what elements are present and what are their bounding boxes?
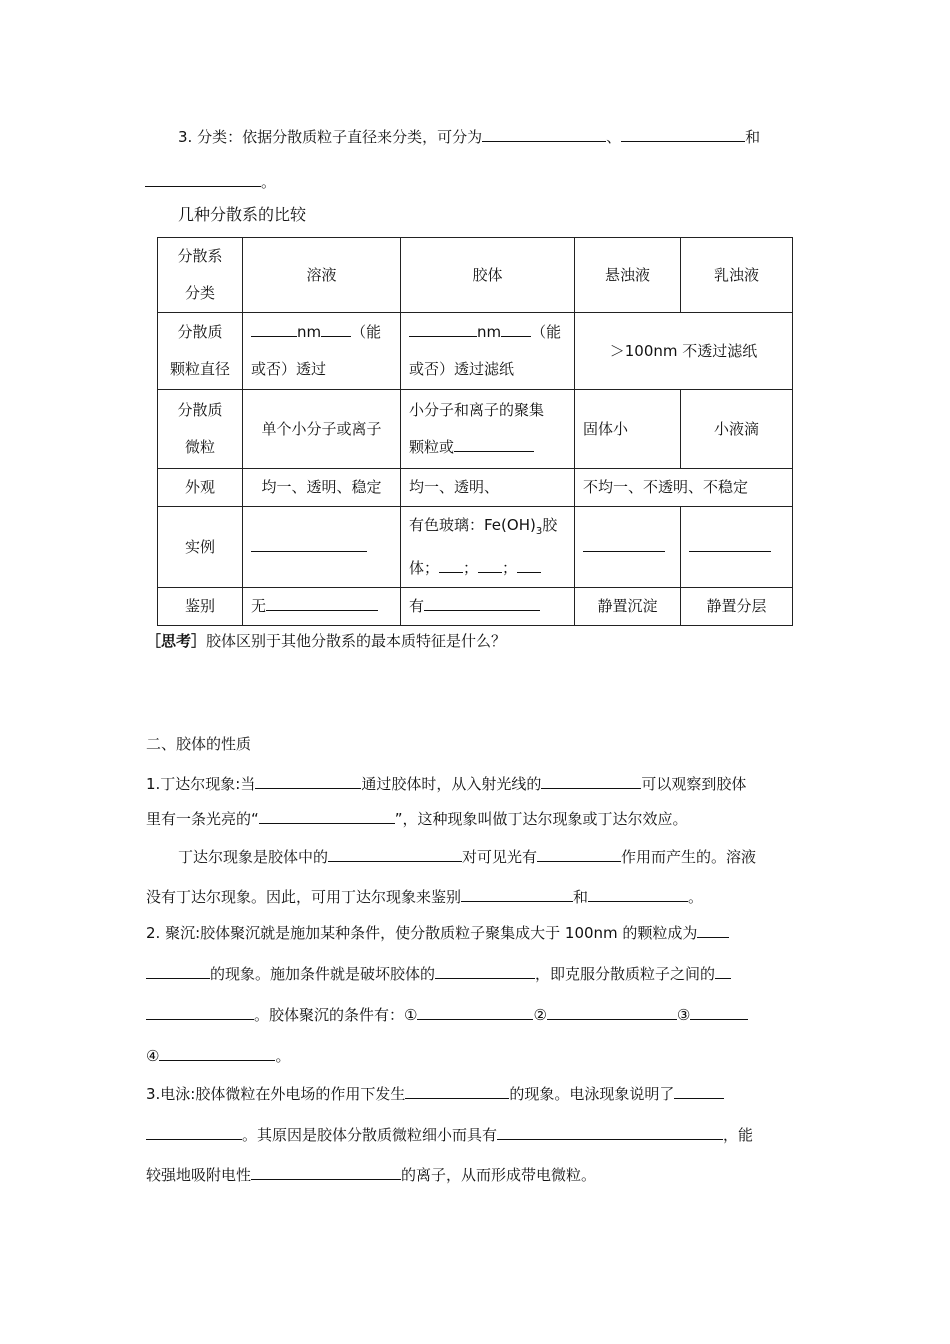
table-cell: 不均一、不透明、不稳定 — [575, 469, 793, 507]
blank-field[interactable] — [517, 558, 541, 573]
blank-field[interactable] — [259, 809, 395, 824]
text: nm — [477, 323, 502, 341]
comparison-table — [157, 237, 793, 626]
table-cell — [401, 390, 575, 469]
table-cell: 单个小分子或离子 — [243, 390, 401, 469]
think-question — [146, 630, 506, 652]
blank-field[interactable] — [405, 1084, 509, 1099]
text: ② — [533, 1006, 547, 1024]
coagulation-line-1 — [146, 922, 729, 944]
table-cell: 外观 — [158, 469, 243, 507]
text: ④ — [146, 1047, 160, 1065]
table-row — [158, 507, 793, 588]
table-cell — [575, 507, 681, 588]
blank-field[interactable] — [251, 537, 367, 552]
text: ”，这种现象叫做丁达尔现象或丁达尔效应。 — [394, 810, 688, 828]
text: 小分子和离子的聚集 — [409, 401, 545, 419]
table-cell: 均一、透明、 — [401, 469, 575, 507]
table-cell — [401, 507, 575, 588]
text: 2. 聚沉:胶体聚沉就是施加某种条件，使分散质粒子聚集成大于 100nm 的颗粒成为 — [146, 924, 698, 942]
text: ，能 — [723, 1126, 754, 1144]
coagulation-line-4 — [146, 1045, 290, 1067]
text: 。 — [261, 173, 277, 191]
table-cell — [401, 313, 575, 390]
text: 。胶体聚沉的条件有：① — [254, 1006, 418, 1024]
table-cell: 乳浊液 — [681, 238, 793, 313]
blank-field[interactable] — [146, 1125, 242, 1140]
text: （能 — [531, 323, 562, 341]
classification-line-2 — [145, 171, 276, 193]
blank-field[interactable] — [439, 558, 463, 573]
text: 体； — [409, 559, 440, 577]
blank-field[interactable] — [409, 322, 477, 337]
text: （能 — [351, 323, 382, 341]
blank-field[interactable] — [251, 322, 297, 337]
text: 对可见光有 — [462, 848, 538, 866]
header-text: 颗粒直径 — [169, 360, 230, 378]
electrophoresis-line-1 — [146, 1083, 724, 1105]
blank-field[interactable] — [674, 1084, 724, 1099]
table-cell — [243, 313, 401, 390]
text: 或否）透过滤纸 — [409, 360, 515, 378]
text: ③ — [676, 1006, 691, 1024]
blank-field[interactable] — [159, 1046, 275, 1061]
table-row — [158, 238, 793, 313]
blank-field[interactable] — [537, 847, 621, 862]
table-cell: 胶体 — [401, 238, 575, 313]
text: ； — [463, 559, 479, 577]
text: 。其原因是胶体分散质微粒细小而具有 — [242, 1126, 498, 1144]
table-title: 几种分散系的比较 — [178, 205, 307, 224]
table-cell: 鉴别 — [158, 588, 243, 626]
coagulation-line-2 — [146, 963, 731, 985]
blank-field[interactable] — [689, 537, 771, 552]
table-cell — [681, 507, 793, 588]
think-label: ［思考］ — [146, 632, 207, 650]
tyndall-line-3 — [178, 846, 756, 868]
table-cell: 溶液 — [243, 238, 401, 313]
blank-field[interactable] — [715, 964, 731, 979]
blank-field[interactable] — [621, 127, 745, 142]
table-row — [158, 390, 793, 469]
text: 3.电泳:胶体微粒在外电场的作用下发生 — [146, 1085, 406, 1103]
table-cell: 静置分层 — [681, 588, 793, 626]
table-cell — [158, 238, 243, 313]
table-cell: 均一、透明、稳定 — [243, 469, 401, 507]
blank-field[interactable] — [583, 537, 665, 552]
blank-field[interactable] — [697, 923, 729, 938]
coagulation-line-3 — [146, 1004, 748, 1026]
blank-field[interactable] — [482, 127, 606, 142]
text: 和 — [573, 888, 589, 906]
text: ； — [502, 559, 518, 577]
text: 有 — [409, 597, 425, 615]
text: 的现象。电泳现象说明了 — [509, 1085, 675, 1103]
text: 丁达尔现象是胶体中的 — [178, 848, 329, 866]
header-text: 微粒 — [184, 438, 215, 456]
blank-field[interactable] — [588, 887, 688, 902]
text: 1.丁达尔现象:当 — [146, 775, 256, 793]
text: 的离子，从而形成带电微粒。 — [401, 1166, 597, 1184]
text: 、 — [606, 128, 622, 146]
table-cell — [158, 313, 243, 390]
blank-field[interactable] — [435, 964, 535, 979]
section-heading: 二、胶体的性质 — [146, 735, 252, 753]
blank-field[interactable] — [424, 596, 540, 611]
tyndall-line-2 — [146, 808, 688, 830]
tyndall-line-4 — [146, 886, 703, 908]
blank-field[interactable] — [145, 172, 261, 187]
blank-field[interactable] — [497, 1125, 723, 1140]
text: nm — [297, 323, 322, 341]
text: 胶 — [542, 516, 558, 534]
tyndall-line-1 — [146, 773, 746, 795]
text: 3. 分类：依据分散质粒子直径来分类，可分为 — [178, 128, 483, 146]
text: 的现象。施加条件就是破坏胶体的 — [210, 965, 436, 983]
text: 可以观察到胶体 — [641, 775, 747, 793]
table-cell: ＞100nm 不透过滤纸 — [575, 313, 793, 390]
blank-field[interactable] — [146, 1005, 254, 1020]
table-row — [158, 313, 793, 390]
blank-field[interactable] — [501, 322, 531, 337]
text: 和 — [745, 128, 761, 146]
subscript: 3 — [535, 526, 543, 537]
table-cell: 悬浊液 — [575, 238, 681, 313]
text: 。 — [688, 888, 704, 906]
header-text: 分散系 — [177, 247, 223, 265]
blank-field[interactable] — [461, 887, 573, 902]
blank-field[interactable] — [547, 1005, 677, 1020]
text: 有色玻璃：Fe(OH) — [409, 516, 536, 534]
text: 胶体区别于其他分散系的最本质特征是什么？ — [206, 632, 507, 650]
text: 或否）透过 — [251, 360, 327, 378]
text: 。 — [275, 1047, 291, 1065]
table-cell: 实例 — [158, 507, 243, 588]
text: 里有一条光亮的“ — [146, 810, 259, 828]
blank-field[interactable] — [146, 964, 210, 979]
header-text: 分散质 — [177, 323, 223, 341]
blank-field[interactable] — [478, 558, 502, 573]
blank-field[interactable] — [251, 1165, 401, 1180]
blank-field[interactable] — [541, 774, 641, 789]
header-text: 分类 — [184, 284, 215, 302]
blank-field[interactable] — [454, 437, 534, 452]
text: 无 — [251, 597, 267, 615]
blank-field[interactable] — [328, 847, 462, 862]
table-cell: 固体小 — [575, 390, 681, 469]
electrophoresis-line-3 — [146, 1164, 596, 1186]
text: 作用而产生的。溶液 — [621, 848, 757, 866]
table-row — [158, 588, 793, 626]
table-cell — [243, 507, 401, 588]
blank-field[interactable] — [266, 596, 378, 611]
electrophoresis-line-2 — [146, 1124, 753, 1146]
table-row — [158, 469, 793, 507]
text: 通过胶体时，从入射光线的 — [361, 775, 542, 793]
blank-field[interactable] — [255, 774, 361, 789]
table-cell — [243, 588, 401, 626]
classification-line — [178, 126, 760, 148]
text: 颗粒或 — [409, 438, 455, 456]
text: ，即克服分散质粒子之间的 — [535, 965, 716, 983]
table-cell — [158, 390, 243, 469]
header-text: 分散质 — [177, 401, 223, 419]
blank-field[interactable] — [690, 1005, 748, 1020]
table-cell: 静置沉淀 — [575, 588, 681, 626]
table-cell: 小液滴 — [681, 390, 793, 469]
text: 没有丁达尔现象。因此，可用丁达尔现象来鉴别 — [146, 888, 462, 906]
blank-field[interactable] — [321, 322, 351, 337]
text: 较强地吸附电性 — [146, 1166, 252, 1184]
table-cell — [401, 588, 575, 626]
blank-field[interactable] — [417, 1005, 533, 1020]
